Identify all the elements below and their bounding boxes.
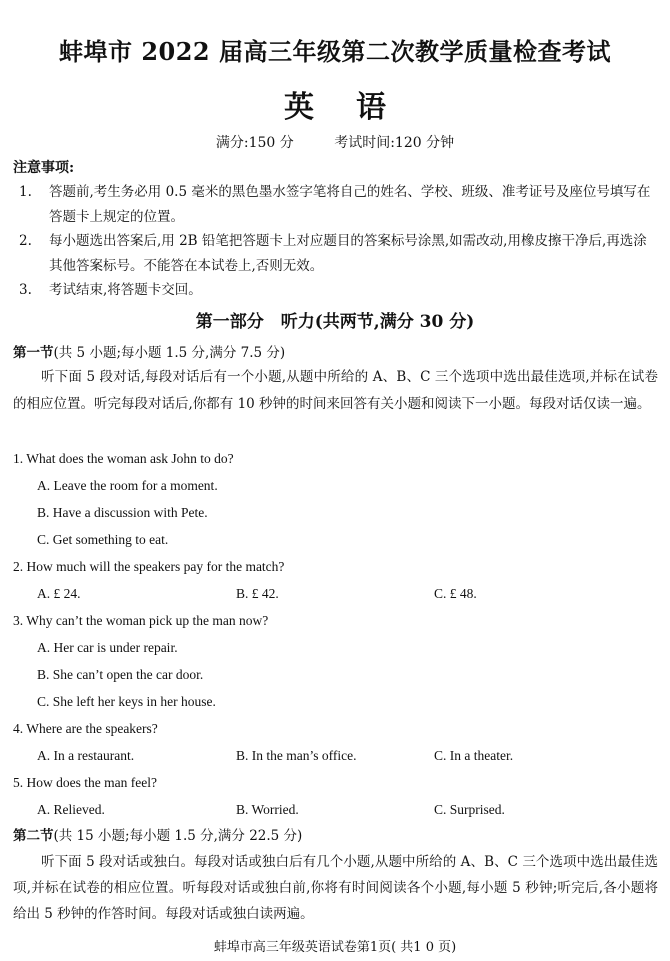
section-one-directions: 听下面 5 段对话,每段对话后有一个小题,从题中所给的 A、B、C 三个选项中选出最佳选项,并标在试卷的相应位置。听完每段对话后,你都有 10 秒钟的时间来回答有关小题和阅读下一小题。每段对话仅读一遍。 <box>13 369 658 412</box>
option-c: C. She left her keys in her house. <box>37 694 216 709</box>
section-one-heading <box>13 341 285 361</box>
option-row <box>13 796 658 823</box>
note-number: 2. <box>19 233 32 249</box>
question-stem: 1. What does the woman ask John to do? <box>13 451 234 466</box>
option-row <box>13 742 658 769</box>
question-stem: 2. How much will the speakers pay for the match? <box>13 559 285 574</box>
part-one-title: 第一部分 听力(共两节,满分 30 分) <box>195 312 475 332</box>
notes-title: 注意事项: <box>13 160 75 176</box>
question-stem: 3. Why can’t the woman pick up the man now? <box>13 613 269 628</box>
option-a: A. In a restaurant. <box>37 748 135 763</box>
section-one-info: (共 5 小题;每小题 1.5 分,满分 7.5 分) <box>53 345 286 361</box>
option-c: C. In a theater. <box>434 748 514 763</box>
note-item <box>13 180 658 229</box>
option-b: B. In the man’s office. <box>236 748 357 763</box>
full-score: 满分:150 分 <box>215 135 294 151</box>
note-text: 每小题选出答案后,用 2B 铅笔把答题卡上对应题目的答案标号涂黑,如需改动,用橡皮擦干净后,再选涂其他答案标号。不能答在本试卷上,否则无效。 <box>49 233 647 274</box>
option-row <box>13 580 658 607</box>
option-b: B. Worried. <box>236 802 299 817</box>
option-a: A. Relieved. <box>37 802 105 817</box>
exam-title: 蚌埠市 2022 届高三年级第二次教学质量检查考试 <box>58 37 611 66</box>
section-two-info: (共 15 小题;每小题 1.5 分,满分 22.5 分) <box>53 828 303 844</box>
option-a: A. Leave the room for a moment. <box>37 478 218 493</box>
note-text: 答题前,考生务必用 0.5 毫米的黑色墨水签字笔将自己的姓名、学校、班级、准考证号及座位号填写在答题卡上规定的位置。 <box>49 184 651 225</box>
option-b: B. £ 42. <box>236 586 279 601</box>
question-stem: 5. How does the man feel? <box>13 775 157 790</box>
note-number: 1. <box>19 184 32 200</box>
section-two-label: 第二节 <box>13 828 54 844</box>
notes-list <box>13 180 658 303</box>
option-c: C. Get something to eat. <box>37 532 169 547</box>
note-item <box>13 278 658 303</box>
subject-title: 英语 <box>284 90 428 125</box>
question-list <box>13 445 658 823</box>
question-stem: 4. Where are the speakers? <box>13 721 158 736</box>
option-c: C. £ 48. <box>434 586 477 601</box>
score-time-line <box>0 132 670 152</box>
option-c: C. Surprised. <box>434 802 505 817</box>
note-number: 3. <box>19 282 32 298</box>
section-two-heading <box>13 824 302 844</box>
option-b: B. Have a discussion with Pete. <box>37 505 208 520</box>
section-one-label: 第一节 <box>13 345 54 361</box>
option-a: A. Her car is under repair. <box>37 640 178 655</box>
note-item <box>13 229 658 278</box>
exam-time: 考试时间:120 分钟 <box>334 135 455 151</box>
page-footer: 蚌埠市高三年级英语试卷第1页( 共1 0 页) <box>213 940 457 955</box>
section-two-directions: 听下面 5 段对话或独白。每段对话或独白后有几个小题,从题中所给的 A、B、C 三个选项中选出最佳选项,并标在试卷的相应位置。听每段对话或独白前,你将有时间阅读各个小题,每小题 5 秒钟;听完后,各小题将给出 5 秒钟的作答时间。每段对话或独白读两遍。 <box>13 854 658 922</box>
note-text: 考试结束,将答题卡交回。 <box>49 282 202 298</box>
option-a: A. £ 24. <box>37 586 81 601</box>
option-b: B. She can’t open the car door. <box>37 667 204 682</box>
